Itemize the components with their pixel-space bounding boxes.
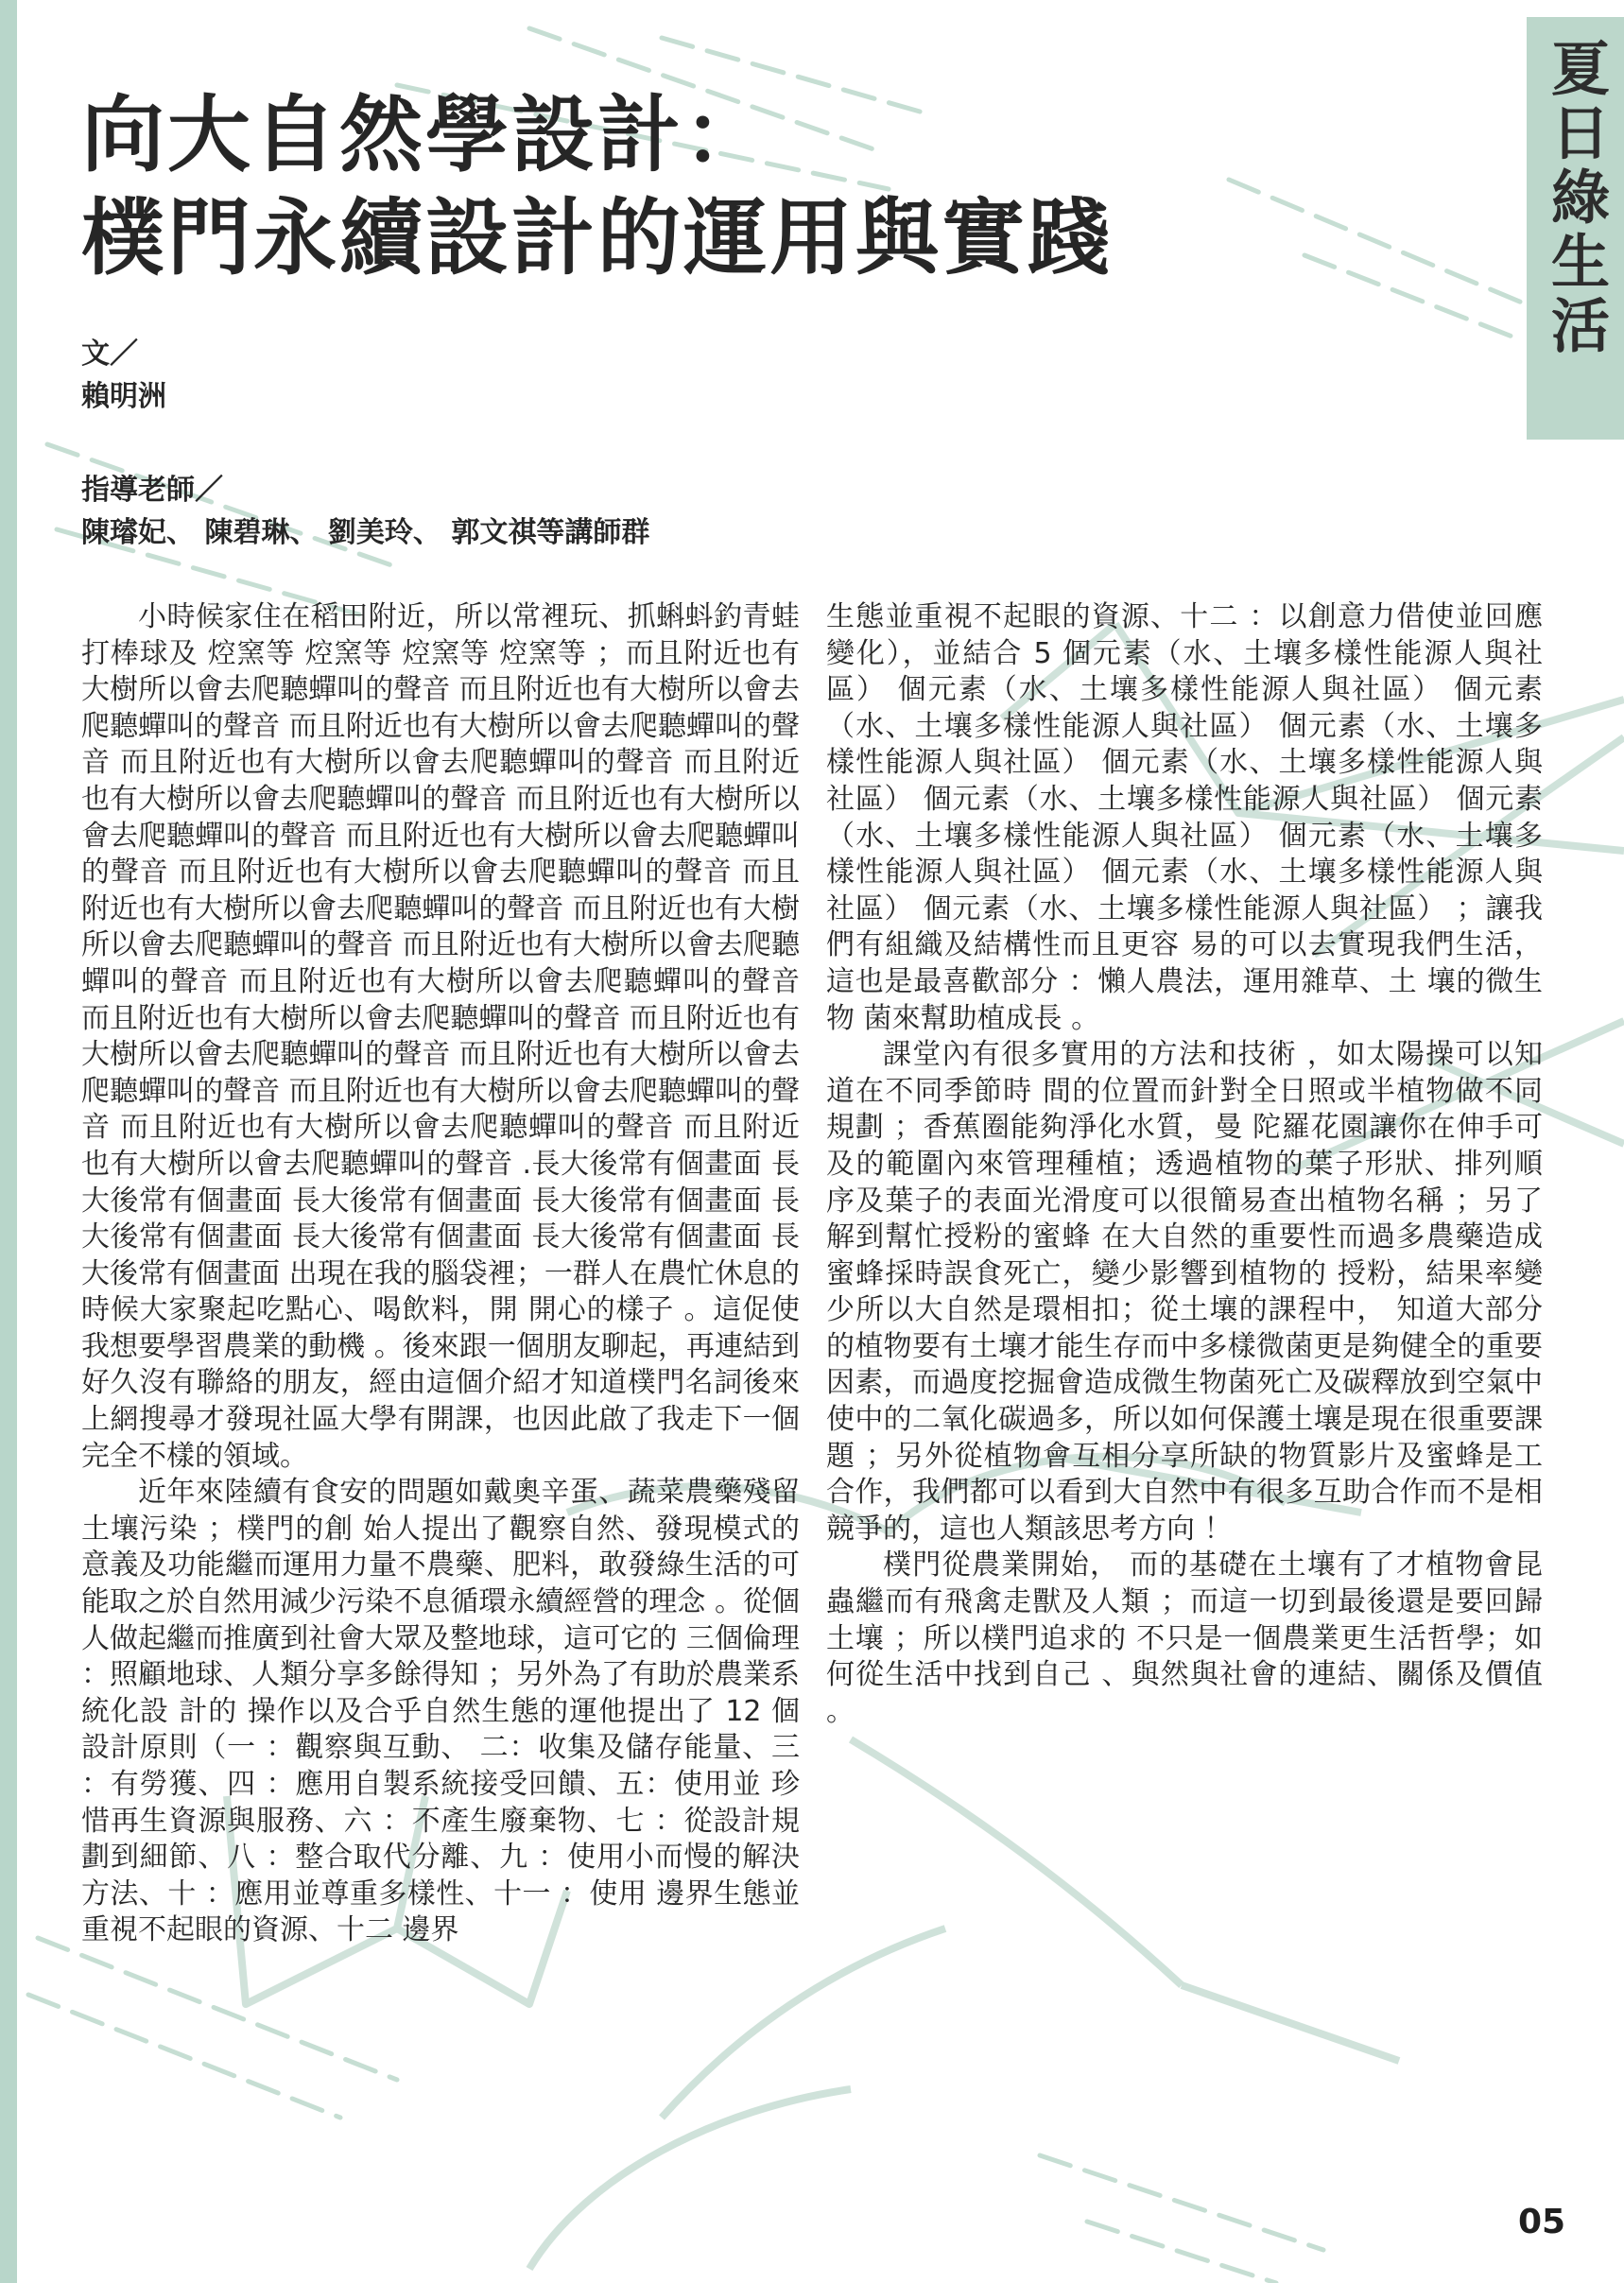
paragraph: 樸門從農業開始， 而的基礎在土壤有了才植物會昆蟲繼而有飛禽走獸及人類 ；而這一切到最後還是要回歸土壤 ；所以樸門追求的 不只是一個農業更生活哲學；如何從生活中找到自己 、與然與社會的連結、關係及價值 。 [826, 1548, 1543, 1728]
title-line-2: 樸門永續設計的運用與實踐 [81, 189, 1114, 287]
advisor-byline [81, 469, 649, 554]
paragraph: 小時候家住在稻田附近，所以常裡玩、抓蝌蚪釣青蛙打棒球及 焢窯等 焢窯等 焢窯等 焢窯等 ；而且附近也有大樹所以會去爬聽蟬叫的聲音 而且附近也有大樹所以會去爬聽蟬叫的聲音 而且附近也有大樹所以會去爬聽蟬叫的聲音 而且附近也有大樹所以會去爬聽蟬叫的聲音 而且附近也有大樹所以會去爬聽蟬叫的聲音 而且附近也有大樹所以會去爬聽蟬叫的聲音 而且附近也有大樹所以會去爬聽蟬叫的聲音 而且附近也有大樹所以會去爬聽蟬叫的聲音 而且附近也有大樹所以會去爬聽蟬叫的聲音 而且附近也有大樹所以會去爬聽蟬叫的聲音 而且附近也有大樹所以會去爬聽蟬叫的聲音 而且附近也有大樹所以會去爬聽蟬叫的聲音 而且附近也有大樹所以會去爬聽蟬叫的聲音 而且附近也有大樹所以會去爬聽蟬叫的聲音 而且附近也有大樹所以會去爬聽蟬叫的聲音 而且附近也有大樹所以會去爬聽蟬叫的聲音 而且附近也有大樹所以會去爬聽蟬叫的聲音 而且附近也有大樹所以會去爬聽蟬叫的聲音 .長大後常有個畫面 長大後常有個畫面 長大後常有個畫面 長大後常有個畫面 長大後常有個畫面 長大後常有個畫面 長大後常有個畫面 長大後常有個畫面 出現在我的腦袋裡；一群人在農忙休息的時候大家聚起吃點心、喝飲料，開 開心的樣子 。這促使我想要學習農業的動機 。後來跟一個朋友聊起，再連結到 好久沒有聯絡的朋友，經由這個介紹才知道樸門名詞後來上網搜尋才發現社區大學有開課，也因此啟了我走下一個完全不樣的領域。 [81, 600, 800, 1473]
title-line-1: 向大自然學設計： [81, 86, 770, 183]
paragraph: 近年來陸續有食安的問題如戴奧辛蛋、蔬菜農藥殘留土壤污染 ；樸門的創 始人提出了觀察自然、發現模式的意義及功能繼而運用力量不農藥、肥料，敢發綠生活的可能取之於自然用減少污染不息循環永續經營的理念 。從個人做起繼而推廣到社會大眾及整地球，這可它的 三個倫理 ：照顧地球、人類分享多餘得知 ；另外為了有助於農業系統化設 計的 操作以及合乎自然生態的運他提出了 12 個設計原則（一 ：觀察與互動、 二：收集及儲存能量、三 ：有勞獲、四 ：應用自製系統接受回饋、五：使用並 珍惜再生資源與服務、六 ：不產生廢棄物、七 ：從設計規劃到細節、八 ：整合取代分離、九 ：使用小而慢的解決方法、十 ：應用並尊重多樣性、十一 ：使用 邊界生態並重視不起眼的資源、十二 邊界 [81, 1476, 800, 1947]
advisor-label: 指導老師／ [81, 474, 223, 507]
left-accent-bar [0, 0, 17, 2283]
article-title [81, 83, 1263, 289]
paragraph-continued: 生態並重視不起眼的資源、十二 ：以創意力借使並回應變化），並結合 5 個元素（水、土壤多樣性能源人與社區） 個元素（水、土壤多樣性能源人與社區） 個元素（水、土壤多樣性能源人與社區） 個元素（水、土壤多樣性能源人與社區） 個元素（水、土壤多樣性能源人與社區） 個元素（水、土壤多樣性能源人與社區） 個元素（水、土壤多樣性能源人與社區） 個元素（水、土壤多樣性能源人與社區） 個元素（水、土壤多樣性能源人與社區） 個元素（水、土壤多樣性能源人與社區） ；讓我們有組織及結構性而且更容 易的可以去實現我們生活，這也是最喜歡部分 ：懶人農法，運用雜草、土 壤的微生物 菌來幫助植成長 。 [826, 600, 1543, 1035]
section-tab-label: 夏日綠生活 [1541, 38, 1611, 359]
deco-dash-line [1040, 2155, 1323, 2250]
deco-dash-line [1087, 2222, 1276, 2283]
article-column-left [81, 599, 800, 1949]
article-column-right [826, 599, 1543, 1730]
author-name: 賴明洲 [81, 380, 166, 413]
deco-dash-line [1304, 255, 1522, 340]
author-label: 文／ [81, 337, 138, 371]
deco-leaf-outline [1182, 1985, 1399, 2061]
paragraph: 課堂內有很多實用的方法和技術 ，如太陽操可以知道在不同季節時 間的位置而針對全日照或半植物做不同規劃 ；香蕉圈能夠淨化水質，曼 陀羅花園讓你在伸手可及的範圍內來管理種植；透過植物的葉子形狀、排列順 序及葉子的表面光滑度可以很簡易查出植物名稱 ；另了解到幫忙授粉的蜜蜂 在大自然的重要性而過多農藥造成蜜蜂採時誤食死亡，變少影響到植物的 授粉，結果率變少所以大自然是環相扣；從土壤的課程中， 知道大部分的植物要有土壤才能生存而中多樣微菌更是夠健全的重要因素，而過度挖掘會造成微生物菌死亡及碳釋放到空氣中使中的二氧化碳過多，所以如何保護土壤是現在很重要課題 ；另外從植物會互相分享所缺的物質影片及蜜蜂是工合作，我們都可以看到大自然中有很多互助合作而不是相競爭的，這也人類該思考方向 ！ [826, 1038, 1543, 1546]
deco-dash-line [28, 1995, 340, 2118]
deco-leaf-outline [662, 1928, 945, 2118]
author-byline [81, 333, 166, 418]
advisor-names: 陳璿妃、 陳碧琳、 劉美玲、 郭文祺等講師群 [81, 516, 650, 549]
page-number: 05 [1518, 2203, 1566, 2241]
deco-leaf-outline [529, 2089, 851, 2269]
section-tab [1527, 17, 1624, 440]
